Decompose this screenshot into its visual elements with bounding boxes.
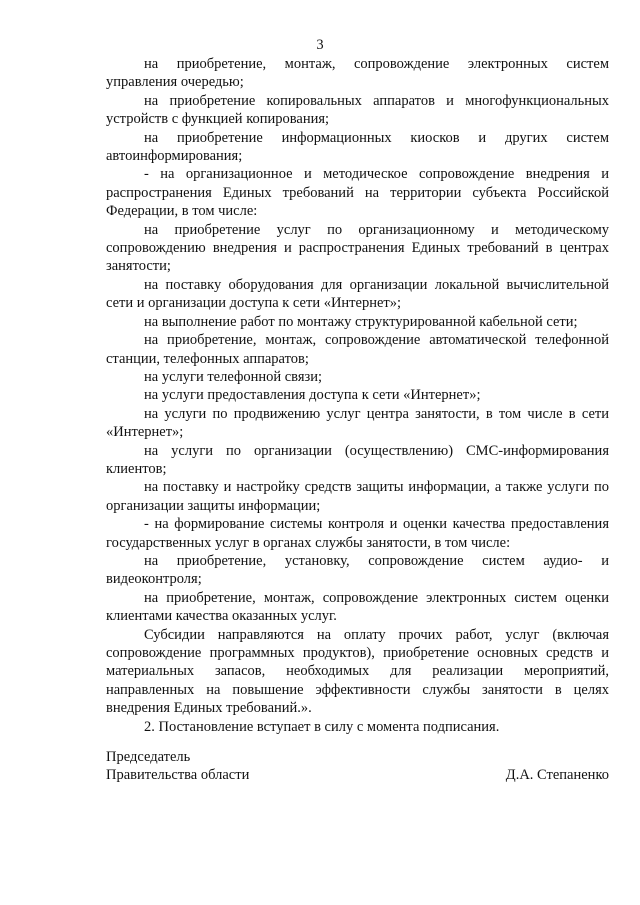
paragraph: на услуги по организации (осуществлению) СМС-информирования клиентов; [106, 442, 609, 477]
paragraph: на приобретение услуг по организационному и методическому сопровождению внедрения и распространения Единых требований в центрах занятости; [106, 221, 609, 275]
signatory-position-line1: Председатель [106, 749, 191, 765]
paragraph: на услуги по продвижению услуг центра занятости, в том числе в сети «Интернет»; [106, 405, 609, 441]
paragraph: на услуги телефонной связи; [144, 368, 323, 385]
paragraph: на поставку оборудования для организации локальной вычислительной сети и организации доступа к сети «Интернет»; [106, 276, 609, 312]
paragraph: на приобретение, монтаж, сопровождение электронных систем оценки клиентами качества оказанных услуг. [106, 589, 609, 625]
paragraph: на приобретение информационных киосков и других систем автоинформирования; [106, 129, 609, 165]
paragraph: - на организационное и методическое сопровождение внедрения и распространения Единых требований на территории субъекта Российской Федерации, в том числе: [106, 166, 609, 220]
paragraph: на приобретение, монтаж, сопровождение автоматической телефонной станции, телефонных аппаратов; [106, 332, 609, 367]
paragraph: на приобретение, установку, сопровождение систем аудио- и видеоконтроля; [106, 552, 609, 588]
paragraph: на выполнение работ по монтажу структурированной кабельной сети; [144, 313, 578, 330]
signatory-position-line2: Правительства области [106, 767, 250, 784]
paragraph: Субсидии направляются на оплату прочих работ, услуг (включая сопровождение программных продуктов), приобретение основных средств и материальных запасов, необходимых для реализации мероприятий, направленных на повышение эффективности службы занятости в целях внедрения Единых требований.». [106, 626, 609, 717]
paragraph: на поставку и настройку средств защиты информации, а также услуги по организации защиты информации; [106, 479, 609, 514]
document-body [106, 55, 609, 736]
paragraph: 2. Постановление вступает в силу с момента подписания. [144, 718, 500, 735]
signature-block [106, 748, 609, 785]
page-number: 3 [316, 37, 324, 53]
paragraph: на услуги предоставления доступа к сети «Интернет»; [144, 387, 481, 404]
signatory-name: Д.А. Степаненко [505, 767, 609, 784]
paragraph: на приобретение, монтаж, сопровождение электронных систем управления очередью; [106, 56, 609, 91]
paragraph: - на формирование системы контроля и оценки качества предоставления государственных услуг в органах службы занятости, в том числе: [106, 516, 609, 551]
paragraph: на приобретение копировальных аппаратов и многофункциональных устройств с функцией копирования; [106, 92, 609, 128]
